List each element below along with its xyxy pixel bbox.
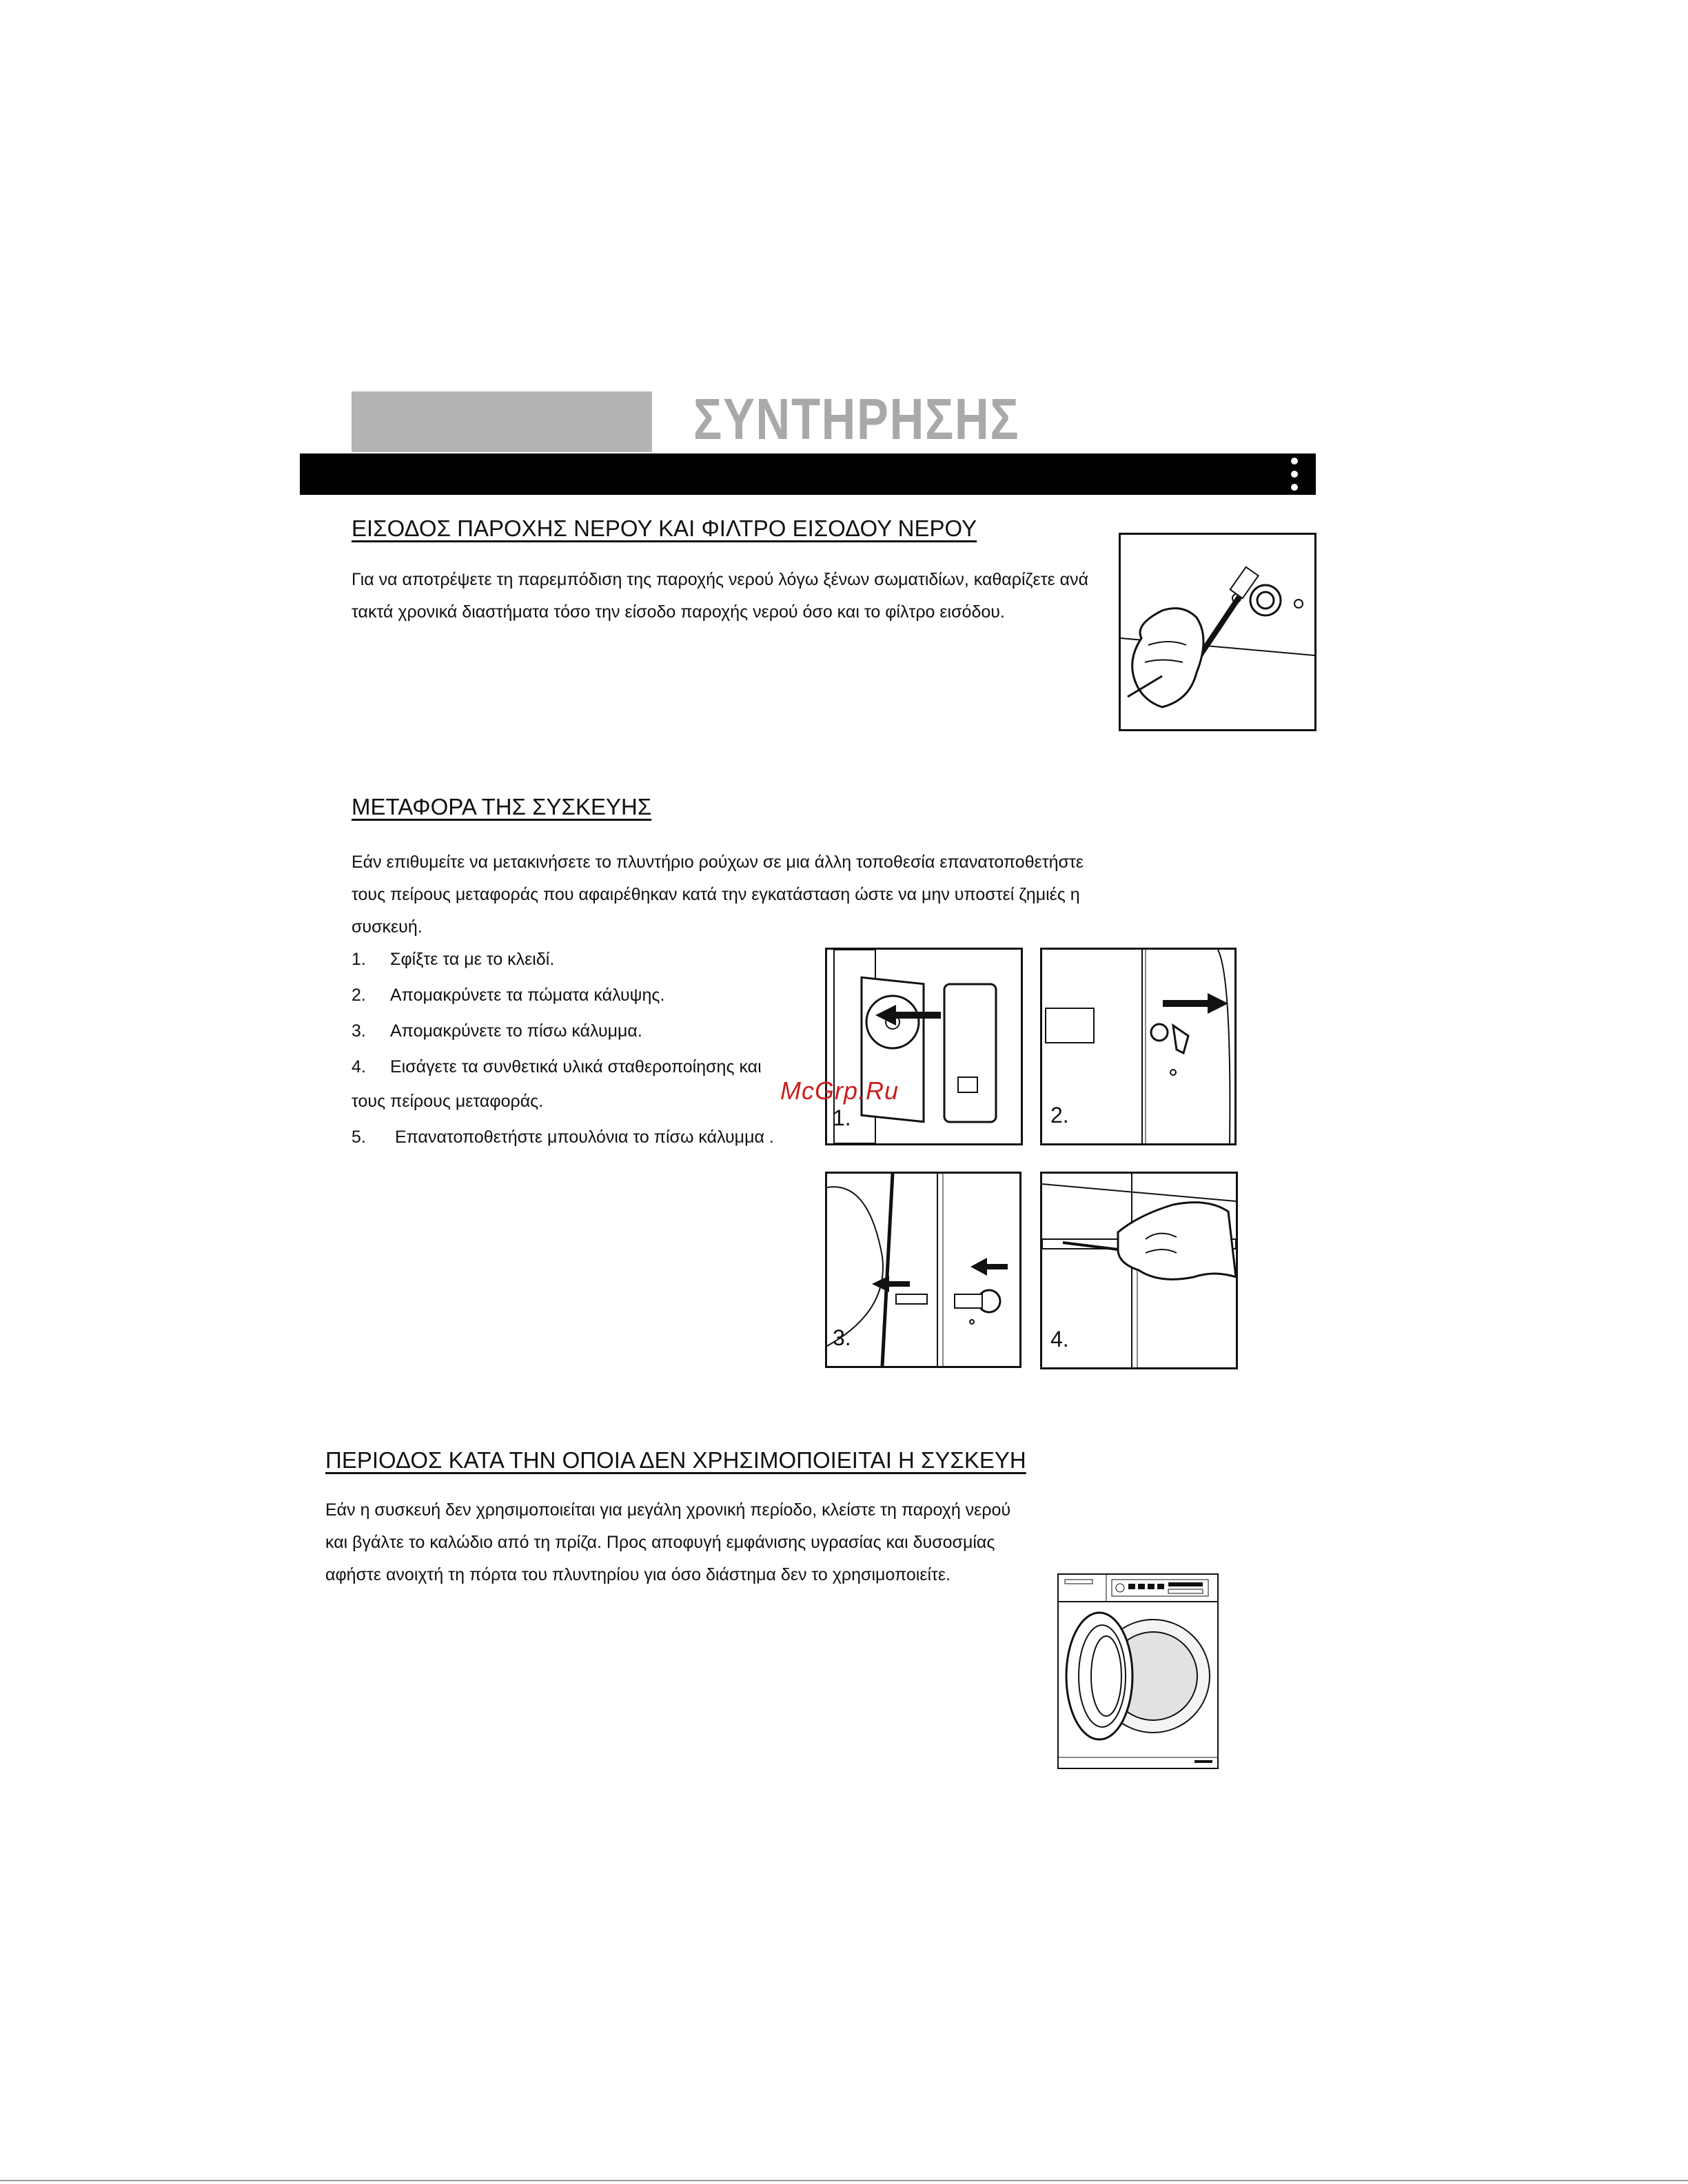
water-inlet-heading: ΕΙΣΟΔΟΣ ΠΑΡΟΧΗΣ ΝΕΡΟΥ ΚΑΙ ΦΙΛΤΡΟ ΕΙΣΟΔΟΥ ΝΕΡΟΥ — [352, 516, 977, 541]
washing-machine-open-door-icon — [1057, 1573, 1219, 1770]
bar-dots-icon — [1274, 453, 1316, 495]
figure-label: 1. — [833, 1105, 851, 1130]
cover-caps-removal-icon — [1042, 950, 1234, 1143]
figure-label: 4. — [1050, 1327, 1069, 1351]
transport-step: 1. Σφίξτε τα με το κλειδί. — [352, 950, 555, 969]
transport-figure-4 — [1040, 1172, 1238, 1369]
back-cover-removal-icon — [827, 950, 1021, 1143]
not-in-use-text — [325, 1494, 1010, 1591]
not-in-use-line: και βγάλτε το καλώδιο από τη πρίζα. Προς αποφυγή εμφάνισης υγρασίας και δυσοσμίας — [325, 1533, 995, 1552]
transport-figure-3 — [825, 1172, 1021, 1368]
transport-heading: ΜΕΤΑΦΟΡΑ ΤΗΣ ΣΥΣΚΕΥΗΣ — [352, 794, 652, 819]
water-inlet-text — [352, 564, 1088, 629]
water-inlet-line: τακτά χρονικά διαστήματα τόσο την είσοδο παροχής νερού όσο και το φίλτρο εισόδου. — [352, 602, 1005, 622]
header-grey-block — [352, 391, 652, 452]
inlet-cleaning-figure — [1119, 533, 1316, 731]
transport-line: συσκευή. — [352, 917, 423, 937]
transport-line: Εάν επιθυμείτε να μετακινήσετε το πλυντήριο ρούχων σε μια άλλη τοποθεσία επανατοποθετήστε — [352, 853, 1084, 872]
stabilizer-insert-icon — [827, 1174, 1019, 1366]
brush-cleaning-icon — [1121, 535, 1314, 729]
water-inlet-line: Για να αποτρέψετε τη παρεμπόδιση της παροχής νερού λόγω ξένων σωματιδίων, καθαρίζετε ανά — [352, 570, 1089, 589]
not-in-use-line: Εάν η συσκευή δεν χρησιμοποιείται για μεγάλη χρονική περίοδο, κλείστε τη παροχή νερού — [325, 1500, 1011, 1520]
transport-step: 5. Επανατοποθετήστε μπουλόνια το πίσω κάλυμμα . — [352, 1127, 774, 1147]
transport-line: τους πείρους μεταφοράς που αφαιρέθηκαν κατά την εγκατάσταση ώστε να μην υποστεί ζημιές η — [352, 885, 1080, 904]
page-title: ΣΥΝΤΗΡΗΣΗΣ — [693, 387, 1020, 451]
transport-figure-2 — [1040, 948, 1237, 1145]
header-bar — [300, 453, 1316, 495]
footer-rule — [0, 2180, 1688, 2181]
transport-step-continued: τους πείρους μεταφοράς. — [352, 1092, 544, 1111]
transport-figure-1 — [825, 948, 1023, 1145]
not-in-use-line: αφήστε ανοιχτή τη πόρτα του πλυντηρίου για όσο διάστημα δεν το χρησιμοποιείτε. — [325, 1565, 950, 1584]
transport-step: 4. Εισάγετε τα συνθετικά υλικά σταθεροποίησης και — [352, 1057, 762, 1076]
transport-text — [352, 846, 1084, 943]
not-in-use-heading: ΠΕΡΙΟΔΟΣ ΚΑΤΑ ΤΗΝ ΟΠΟΙΑ ΔΕΝ ΧΡΗΣΙΜΟΠΟΙΕΙΤΑΙ Η ΣΥΣΚΕΥΗ — [325, 1447, 1026, 1473]
bolt-screwing-icon — [1042, 1174, 1236, 1367]
figure-label: 2. — [1050, 1103, 1069, 1127]
transport-step: 3. Απομακρύνετε το πίσω κάλυμμα. — [352, 1021, 642, 1041]
washing-machine-figure — [1057, 1573, 1219, 1770]
watermark: McGrp.Ru — [780, 1076, 899, 1105]
figure-label: 3. — [833, 1325, 851, 1350]
transport-step: 2. Απομακρύνετε τα πώματα κάλυψης. — [352, 986, 665, 1005]
